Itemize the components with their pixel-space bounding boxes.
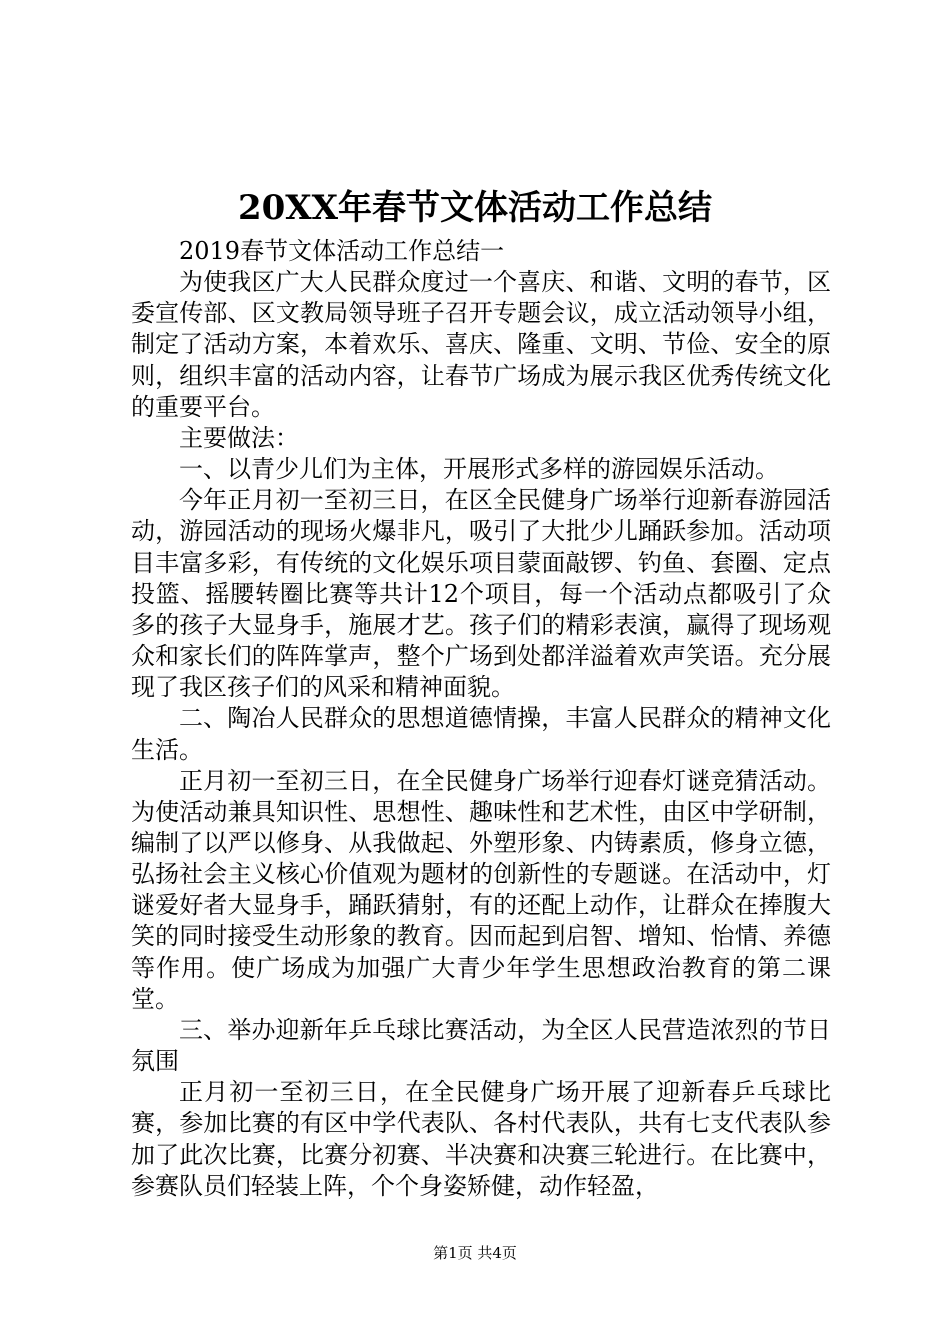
- paragraph: 二、陶冶人民群众的思想道德情操，丰富人民群众的精神文化生活。: [131, 704, 831, 764]
- document-body: [131, 236, 831, 1202]
- paragraph: 三、举办迎新年乒乓球比赛活动，为全区人民营造浓烈的节日氛围: [131, 1015, 831, 1076]
- paragraph: 主要做法：: [179, 423, 299, 452]
- paragraph: 一、以青少儿们为主体，开展形式多样的游园娱乐活动。: [179, 455, 779, 484]
- page-footer: 第1页 共4页: [433, 1244, 517, 1262]
- paragraph: 2019春节文体活动工作总结一: [179, 237, 505, 265]
- paragraph: 正月初一至初三日，在全民健身广场开展了迎新春乒乓球比赛，参加比赛的有区中学代表队、各村代表队，共有七支代表队参加了此次比赛，比赛分初赛、半决赛和决赛三轮进行。在比赛中，参赛队员们轻装上阵，个个身姿矫健，动作轻盈，: [131, 1078, 831, 1200]
- paragraph: 正月初一至初三日，在全民健身广场举行迎春灯谜竞猜活动。为使活动兼具知识性、思想性、趣味性和艺术性，由区中学研制，编制了以严以修身、从我做起、外塑形象、内铸素质，修身立德，弘扬社会主义核心价值观为题材的创新性的专题谜。在活动中，灯谜爱好者大显身手，踊跃猜射，有的还配上动作，让群众在捧腹大笑的同时接受生动形象的教育。因而起到启智、增知、怡情、养德等作用。使广场成为加强广大青少年学生思想政治教育的第二课堂。: [131, 766, 831, 1013]
- paragraph: 为使我区广大人民群众度过一个喜庆、和谐、文明的春节，区委宣传部、区文教局领导班子召开专题会议，成立活动领导小组，制定了活动方案，本着欢乐、喜庆、隆重、文明、节俭、安全的原则，组织丰富的活动内容，让春节广场成为展示我区优秀传统文化的重要平台。: [131, 268, 831, 421]
- document-title: 20XX年春节文体活动工作总结: [237, 188, 713, 228]
- paragraph: 今年正月初一至初三日，在区全民健身广场举行迎新春游园活动，游园活动的现场火爆非凡，吸引了大批少儿踊跃参加。活动项目丰富多彩，有传统的文化娱乐项目蒙面敲锣、钓鱼、套圈、定点投篮、摇腰转圈比赛等共计12个项目，每一个活动点都吸引了众多的孩子大显身手，施展才艺。孩子们的精彩表演，赢得了现场观众和家长们的阵阵掌声，整个广场到处都洋溢着欢声笑语。充分展现了我区孩子们的风采和精神面貌。: [131, 486, 831, 702]
